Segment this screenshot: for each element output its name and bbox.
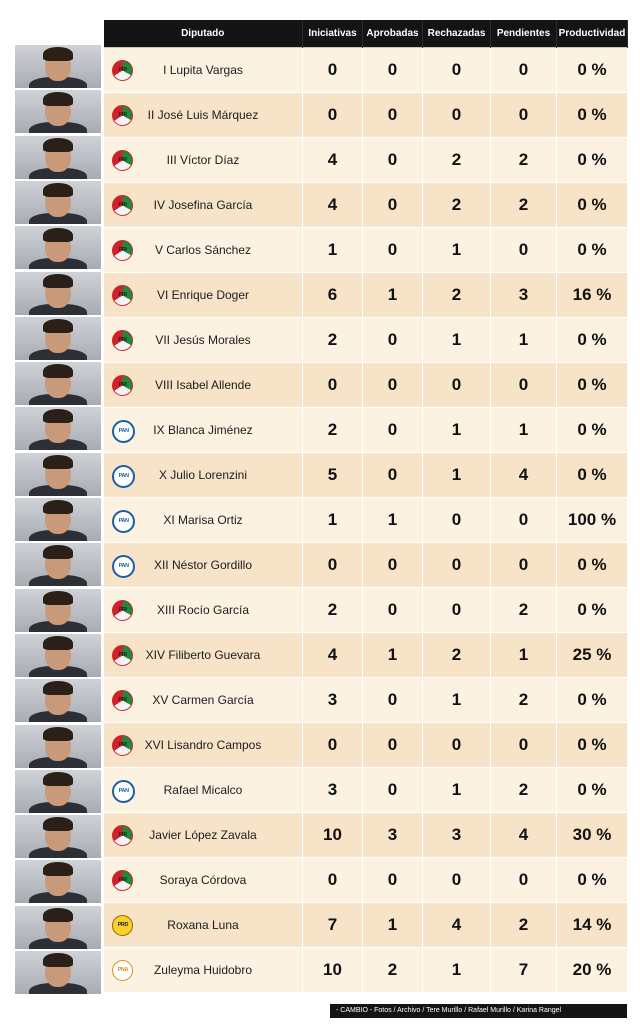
deputy-photo: [15, 725, 101, 768]
pendientes-cell: 0: [491, 722, 557, 767]
iniciativas-cell: 0: [303, 362, 363, 407]
aprobadas-cell: 3: [363, 812, 423, 857]
deputy-name-cell: [104, 362, 303, 407]
pan-logo-icon: [112, 465, 135, 488]
productividad-cell: 0 %: [557, 137, 628, 182]
party-abbreviation: PRI: [118, 337, 127, 343]
table-header: [104, 20, 628, 47]
iniciativas-cell: 10: [303, 947, 363, 992]
deputy-name-cell: [104, 317, 303, 362]
productividad-cell: 0 %: [557, 92, 628, 137]
table-row: [104, 137, 628, 182]
deputy-name: VII Jesús Morales: [155, 332, 251, 347]
aprobadas-cell: 0: [363, 182, 423, 227]
deputy-photo: [15, 860, 101, 903]
pendientes-cell: 1: [491, 407, 557, 452]
productividad-cell: 0 %: [557, 317, 628, 362]
deputy-photo: [15, 906, 101, 949]
party-abbreviation: PRI: [118, 877, 127, 883]
aprobadas-cell: 0: [363, 47, 423, 92]
pri-logo-icon: [112, 150, 133, 171]
table-row: [104, 542, 628, 587]
table-row: [104, 182, 628, 227]
iniciativas-cell: 3: [303, 677, 363, 722]
aprobadas-cell: 1: [363, 497, 423, 542]
table-row: [104, 227, 628, 272]
pendientes-cell: 2: [491, 182, 557, 227]
deputy-name: XIV Filiberto Guevara: [145, 647, 261, 662]
deputy-name: V Carlos Sánchez: [154, 242, 252, 257]
deputy-name-cell: [104, 587, 303, 632]
productividad-cell: 0 %: [557, 362, 628, 407]
rechazadas-cell: 0: [423, 542, 491, 587]
pan-logo-icon: [112, 780, 135, 803]
rechazadas-cell: 1: [423, 452, 491, 497]
productividad-cell: 0 %: [557, 857, 628, 902]
deputy-photo: [15, 317, 101, 360]
iniciativas-cell: 3: [303, 767, 363, 812]
deputy-photo: [15, 589, 101, 632]
iniciativas-cell: 1: [303, 227, 363, 272]
aprobadas-cell: 2: [363, 947, 423, 992]
deputy-name: X Julio Lorenzini: [158, 467, 248, 482]
iniciativas-cell: 2: [303, 407, 363, 452]
iniciativas-cell: 1: [303, 497, 363, 542]
party-abbreviation: PRI: [118, 292, 127, 298]
party-abbreviation: PRI: [118, 832, 127, 838]
iniciativas-cell: 4: [303, 182, 363, 227]
aprobadas-cell: 0: [363, 587, 423, 632]
aprobadas-cell: 0: [363, 677, 423, 722]
deputy-name-cell: [104, 92, 303, 137]
deputy-name-cell: [104, 722, 303, 767]
pri-logo-icon: [112, 105, 133, 126]
deputy-name-cell: [104, 947, 303, 992]
aprobadas-cell: 1: [363, 632, 423, 677]
rechazadas-cell: 0: [423, 857, 491, 902]
party-abbreviation: PRI: [118, 157, 127, 163]
rechazadas-cell: 1: [423, 407, 491, 452]
pendientes-cell: 1: [491, 317, 557, 362]
aprobadas-cell: 0: [363, 857, 423, 902]
party-abbreviation: PRI: [118, 652, 127, 658]
aprobadas-cell: 1: [363, 902, 423, 947]
deputy-photo: [15, 453, 101, 496]
productividad-cell: 0 %: [557, 542, 628, 587]
deputy-name: VIII Isabel Allende: [154, 377, 252, 392]
pendientes-cell: 3: [491, 272, 557, 317]
productividad-cell: 14 %: [557, 902, 628, 947]
productividad-cell: 0 %: [557, 452, 628, 497]
pan-logo-icon: [112, 555, 135, 578]
header-diputado: Diputado: [104, 20, 303, 47]
table-row: [104, 722, 628, 767]
table-row: [104, 47, 628, 92]
rechazadas-cell: 1: [423, 947, 491, 992]
iniciativas-cell: 4: [303, 632, 363, 677]
prd-logo-icon: [112, 915, 133, 936]
deputy-photo: [15, 136, 101, 179]
deputy-name: IX Blanca Jiménez: [153, 422, 253, 437]
pendientes-cell: 2: [491, 587, 557, 632]
pri-logo-icon: [112, 645, 133, 666]
pendientes-cell: 0: [491, 47, 557, 92]
deputy-photo: [15, 770, 101, 813]
table-row: [104, 362, 628, 407]
deputy-photo: [15, 90, 101, 133]
header-rechazadas: Rechazadas: [423, 20, 491, 47]
table-row: [104, 947, 628, 992]
pan-logo-icon: [112, 510, 135, 533]
deputy-name: Zuleyma Huidobro: [153, 962, 253, 977]
photo-credits: - CAMBIO - Fotos / Archivo / Tere Murillo / Rafael Murillo / Karina Rangel: [330, 1004, 627, 1018]
pendientes-cell: 4: [491, 812, 557, 857]
deputy-photo: [15, 45, 101, 88]
pendientes-cell: 4: [491, 452, 557, 497]
pna-logo-icon: [112, 960, 133, 981]
productividad-cell: 0 %: [557, 407, 628, 452]
rechazadas-cell: 0: [423, 497, 491, 542]
table-row: [104, 92, 628, 137]
deputy-photo: [15, 543, 101, 586]
deputy-name-cell: [104, 182, 303, 227]
aprobadas-cell: 0: [363, 317, 423, 362]
deputy-photo: [15, 362, 101, 405]
deputy-name: XII Néstor Gordillo: [153, 557, 253, 572]
deputy-name-cell: [104, 47, 303, 92]
productividad-cell: 0 %: [557, 677, 628, 722]
pri-logo-icon: [112, 195, 133, 216]
deputy-photo: [15, 407, 101, 450]
header-pendientes: Pendientes: [491, 20, 557, 47]
deputy-photo: [15, 951, 101, 994]
rechazadas-cell: 2: [423, 632, 491, 677]
rechazadas-cell: 0: [423, 362, 491, 407]
pri-logo-icon: [112, 735, 133, 756]
deputy-name-cell: [104, 767, 303, 812]
rechazadas-cell: 1: [423, 227, 491, 272]
party-abbreviation: PRI: [118, 202, 127, 208]
deputy-name: Roxana Luna: [167, 917, 239, 932]
deputy-photo: [15, 226, 101, 269]
table-row: [104, 902, 628, 947]
deputy-name-cell: [104, 812, 303, 857]
productivity-table: [103, 20, 628, 993]
pri-logo-icon: [112, 375, 133, 396]
deputy-photo: [15, 815, 101, 858]
deputy-photo: [15, 679, 101, 722]
deputy-name-cell: [104, 137, 303, 182]
rechazadas-cell: 2: [423, 182, 491, 227]
table-row: [104, 452, 628, 497]
deputy-name-cell: [104, 227, 303, 272]
productividad-cell: 0 %: [557, 227, 628, 272]
iniciativas-cell: 0: [303, 47, 363, 92]
iniciativas-cell: 0: [303, 542, 363, 587]
rechazadas-cell: 2: [423, 272, 491, 317]
deputy-name: Soraya Córdova: [159, 872, 247, 887]
deputy-name-cell: [104, 497, 303, 542]
party-abbreviation: PRI: [118, 67, 127, 73]
rechazadas-cell: 0: [423, 92, 491, 137]
deputy-name: IV Josefina García: [153, 197, 253, 212]
pendientes-cell: 0: [491, 542, 557, 587]
table-row: [104, 407, 628, 452]
productividad-cell: 30 %: [557, 812, 628, 857]
pri-logo-icon: [112, 600, 133, 621]
header-iniciativas: Iniciativas: [303, 20, 363, 47]
rechazadas-cell: 1: [423, 317, 491, 362]
table-row: [104, 632, 628, 677]
aprobadas-cell: 0: [363, 767, 423, 812]
deputy-name-cell: [104, 452, 303, 497]
productividad-cell: 0 %: [557, 47, 628, 92]
rechazadas-cell: 2: [423, 137, 491, 182]
pendientes-cell: 0: [491, 857, 557, 902]
iniciativas-cell: 4: [303, 137, 363, 182]
pri-logo-icon: [112, 330, 133, 351]
iniciativas-cell: 7: [303, 902, 363, 947]
pendientes-cell: 2: [491, 137, 557, 182]
iniciativas-cell: 5: [303, 452, 363, 497]
deputy-photo: [15, 634, 101, 677]
productividad-cell: 16 %: [557, 272, 628, 317]
pendientes-cell: 0: [491, 92, 557, 137]
party-abbreviation: PRI: [118, 247, 127, 253]
deputy-name: XIII Rocío García: [156, 602, 250, 617]
party-abbreviation: PRI: [118, 607, 127, 613]
table-row: [104, 767, 628, 812]
pri-logo-icon: [112, 690, 133, 711]
iniciativas-cell: 0: [303, 722, 363, 767]
party-abbreviation: PRD: [117, 922, 128, 928]
party-abbreviation: PAN: [118, 428, 129, 434]
deputy-photo: [15, 181, 101, 224]
party-abbreviation: PAN: [118, 473, 129, 479]
deputy-name: III Víctor Díaz: [166, 152, 240, 167]
aprobadas-cell: 0: [363, 92, 423, 137]
deputy-photo: [15, 498, 101, 541]
party-abbreviation: PAN: [118, 518, 129, 524]
rechazadas-cell: 1: [423, 677, 491, 722]
pri-logo-icon: [112, 240, 133, 261]
table-row: [104, 317, 628, 362]
pri-logo-icon: [112, 825, 133, 846]
rechazadas-cell: 3: [423, 812, 491, 857]
deputy-name-cell: [104, 407, 303, 452]
iniciativas-cell: 2: [303, 587, 363, 632]
party-abbreviation: PRI: [118, 112, 127, 118]
party-abbreviation: PNA: [117, 967, 128, 973]
aprobadas-cell: 0: [363, 407, 423, 452]
deputy-name: Rafael Micalco: [163, 782, 243, 797]
deputy-name: XI Marisa Ortiz: [163, 512, 243, 527]
pendientes-cell: 2: [491, 902, 557, 947]
deputy-name: II José Luis Márquez: [147, 107, 259, 122]
rechazadas-cell: 0: [423, 47, 491, 92]
table-row: [104, 812, 628, 857]
deputy-name-cell: [104, 677, 303, 722]
deputy-photo: [15, 272, 101, 315]
pendientes-cell: 2: [491, 767, 557, 812]
pendientes-cell: 2: [491, 677, 557, 722]
iniciativas-cell: 6: [303, 272, 363, 317]
table-row: [104, 677, 628, 722]
productividad-cell: 0 %: [557, 767, 628, 812]
table-row: [104, 857, 628, 902]
pendientes-cell: 0: [491, 497, 557, 542]
header-aprobadas: Aprobadas: [363, 20, 423, 47]
table-row: [104, 497, 628, 542]
pri-logo-icon: [112, 285, 133, 306]
deputy-name: XVI Lisandro Campos: [144, 737, 262, 752]
productividad-cell: 0 %: [557, 182, 628, 227]
deputy-name: Javier López Zavala: [149, 827, 257, 842]
productividad-cell: 100 %: [557, 497, 628, 542]
iniciativas-cell: 0: [303, 857, 363, 902]
deputy-name-cell: [104, 542, 303, 587]
party-abbreviation: PAN: [118, 788, 129, 794]
party-abbreviation: PAN: [118, 563, 129, 569]
party-abbreviation: PRI: [118, 382, 127, 388]
productividad-cell: 0 %: [557, 587, 628, 632]
deputy-name: VI Enrique Doger: [156, 287, 250, 302]
iniciativas-cell: 0: [303, 92, 363, 137]
deputy-name-cell: [104, 272, 303, 317]
deputy-name-cell: [104, 902, 303, 947]
pri-logo-icon: [112, 60, 133, 81]
aprobadas-cell: 0: [363, 137, 423, 182]
rechazadas-cell: 4: [423, 902, 491, 947]
pri-logo-icon: [112, 870, 133, 891]
party-abbreviation: PRI: [118, 697, 127, 703]
aprobadas-cell: 0: [363, 227, 423, 272]
table-row: [104, 587, 628, 632]
productividad-cell: 25 %: [557, 632, 628, 677]
productividad-cell: 20 %: [557, 947, 628, 992]
productividad-cell: 0 %: [557, 722, 628, 767]
pendientes-cell: 0: [491, 362, 557, 407]
pendientes-cell: 7: [491, 947, 557, 992]
iniciativas-cell: 10: [303, 812, 363, 857]
deputy-name: XV Carmen García: [152, 692, 254, 707]
deputy-name-cell: [104, 632, 303, 677]
pendientes-cell: 1: [491, 632, 557, 677]
deputy-name-cell: [104, 857, 303, 902]
aprobadas-cell: 0: [363, 362, 423, 407]
aprobadas-cell: 1: [363, 272, 423, 317]
rechazadas-cell: 0: [423, 587, 491, 632]
table-row: [104, 272, 628, 317]
pan-logo-icon: [112, 420, 135, 443]
pendientes-cell: 0: [491, 227, 557, 272]
rechazadas-cell: 0: [423, 722, 491, 767]
iniciativas-cell: 2: [303, 317, 363, 362]
party-abbreviation: PRI: [118, 742, 127, 748]
deputy-name: I Lupita Vargas: [163, 62, 243, 77]
aprobadas-cell: 0: [363, 722, 423, 767]
rechazadas-cell: 1: [423, 767, 491, 812]
aprobadas-cell: 0: [363, 452, 423, 497]
header-productividad: Productividad: [557, 20, 628, 47]
aprobadas-cell: 0: [363, 542, 423, 587]
